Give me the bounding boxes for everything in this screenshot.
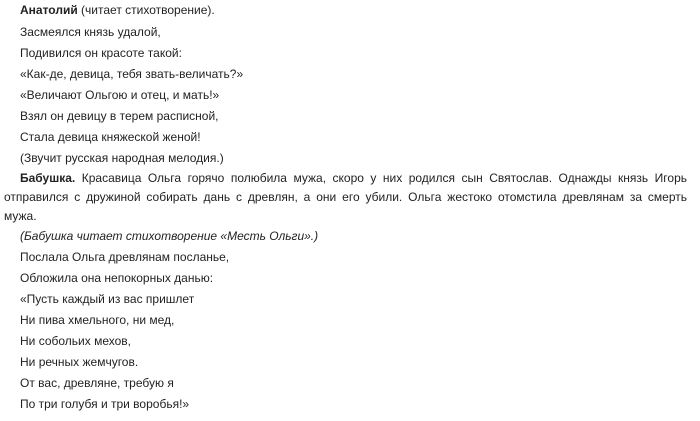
poem-line: «Величают Ольгою и отец, и мать!»: [20, 88, 220, 102]
poem-line: Послала Ольга древлянам посланье,: [20, 250, 230, 264]
poem-line: Стала девица княжеской женой!: [20, 130, 201, 144]
poem-line: Обложила она непокорных данью:: [20, 271, 214, 285]
poem-line: Ни собольих мехов,: [20, 334, 131, 348]
poem-line: Взял он девицу в терем расписной,: [20, 109, 219, 123]
prose-paragraph: [4, 169, 687, 226]
stage-direction-line: (Звучит русская народная мелодия.): [20, 151, 224, 165]
paragraph-row: отправился с дружиной собирать дань с древлян, а они его убили. Ольга жестоко отомстила древлянам за смерть: [4, 190, 687, 204]
paragraph-row: Бабушка. Красавица Ольга горячо полюбила мужа, скоро у них родился сын Святослав. Однажды князь Игорь: [20, 171, 687, 185]
poem-line: «Как-де, девица, тебя звать-величать?»: [20, 67, 244, 81]
poem-line: «Пусть каждый из вас пришлет: [20, 292, 195, 306]
paragraph-row: мужа.: [4, 209, 37, 223]
poem-line: По три голубя и три воробья!»: [20, 397, 190, 411]
poem-line: Ни речных жемчугов.: [20, 355, 139, 369]
poem-line: Засмеялся князь удалой,: [20, 25, 161, 39]
poem-line: Ни пива хмельного, ни мед,: [20, 313, 175, 327]
speaker-name: Бабушка.: [20, 171, 76, 185]
poem-line: От вас, древляне, требую я: [20, 376, 174, 390]
poem-line: Подивился он красоте такой:: [20, 46, 182, 60]
stage-direction-line: (Бабушка читает стихотворение «Месть Ольги».): [20, 229, 319, 243]
speaker-line-anatoly: [20, 3, 215, 18]
speaker-name: Анатолий: [20, 3, 78, 17]
stage-direction: (читает стихотворение).: [77, 3, 215, 17]
